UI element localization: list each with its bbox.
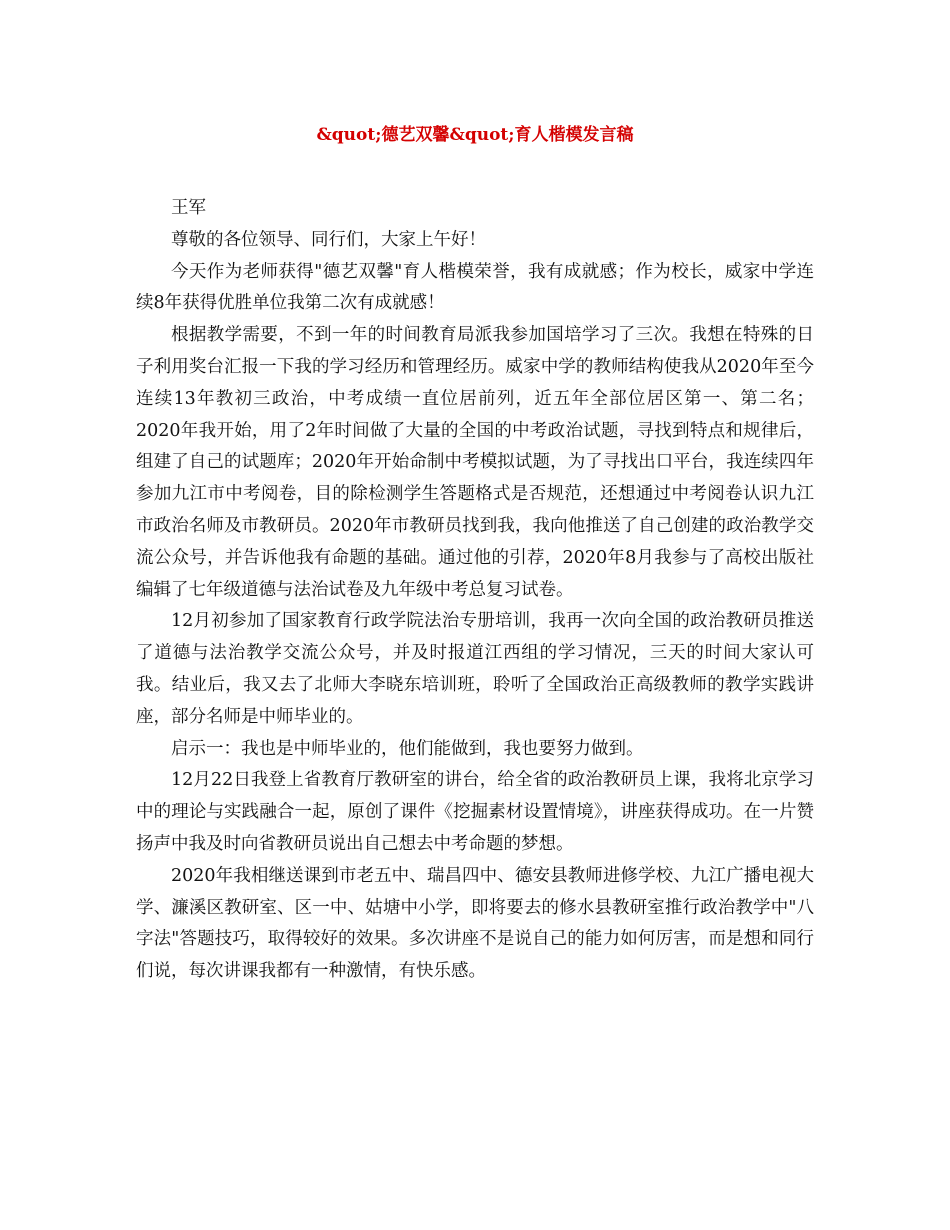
body-paragraph: 12月22日我登上省教育厅教研室的讲台，给全省的政治教研员上课，我将北京学习中的理论与实践融合一起，原创了课件《挖掘素材设置情境》，讲座获得成功。在一片赞扬声中我及时向省教研员说出自己想去中考命题的梦想。 (136, 770, 814, 854)
document-title: &quot;德艺双馨&quot;育人楷模发言稿 (316, 125, 634, 145)
document-body (136, 193, 814, 988)
body-paragraph: 根据教学需要，不到一年的时间教育局派我参加国培学习了三次。我想在特殊的日子利用奖台汇报一下我的学习经历和管理经历。威家中学的教师结构使我从2020年至今连续13年教初三政治，中考成绩一直位居前列，近五年全部位居区第一、第二名；2020年我开始，用了2年时间做了大量的全国的中考政治试题，寻找到特点和规律后，组建了自己的试题库；2020年开始命制中考模拟试题，为了寻找出口平台，我连续四年参加九江市中考阅卷，目的除检测学生答题格式是否规范，还想通过中考阅卷认识九江市政治名师及市教研员。2020年市教研员找到我，我向他推送了自己创建的政治教学交流公众号，并告诉他我有命题的基础。通过他的引荐，2020年8月我参与了高校出版社编辑了七年级道德与法治试卷及九年级中考总复习试卷。 (136, 325, 814, 600)
body-paragraph: 启示一：我也是中师毕业的，他们能做到，我也要努力做到。 (171, 738, 644, 759)
body-paragraph: 12月初参加了国家教育行政学院法治专册培训，我再一次向全国的政治教研员推送了道德与法治教学交流公众号，并及时报道江西组的学习情况，三天的时间大家认可我。结业后，我又去了北师大李晓东培训班，聆听了全国政治正高级教师的教学实践讲座，部分名师是中师毕业的。 (136, 611, 814, 727)
greeting-paragraph: 尊敬的各位领导、同行们，大家上午好！ (171, 229, 486, 250)
body-paragraph: 2020年我相继送课到市老五中、瑞昌四中、德安县教师进修学校、九江广播电视大学、濂溪区教研室、区一中、姑塘中小学，即将要去的修水县教研室推行政治教学中"八字法"答题技巧，取得较好的效果。多次讲座不是说自己的能力如何厉害，而是想和同行们说，每次讲课我都有一种激情，有快乐感。 (136, 865, 814, 982)
author-name: 王军 (171, 198, 206, 218)
body-paragraph: 今天作为老师获得"德艺双馨"育人楷模荣誉，我有成就感；作为校长，威家中学连续8年获得优胜单位我第二次有成就感！ (136, 261, 814, 314)
